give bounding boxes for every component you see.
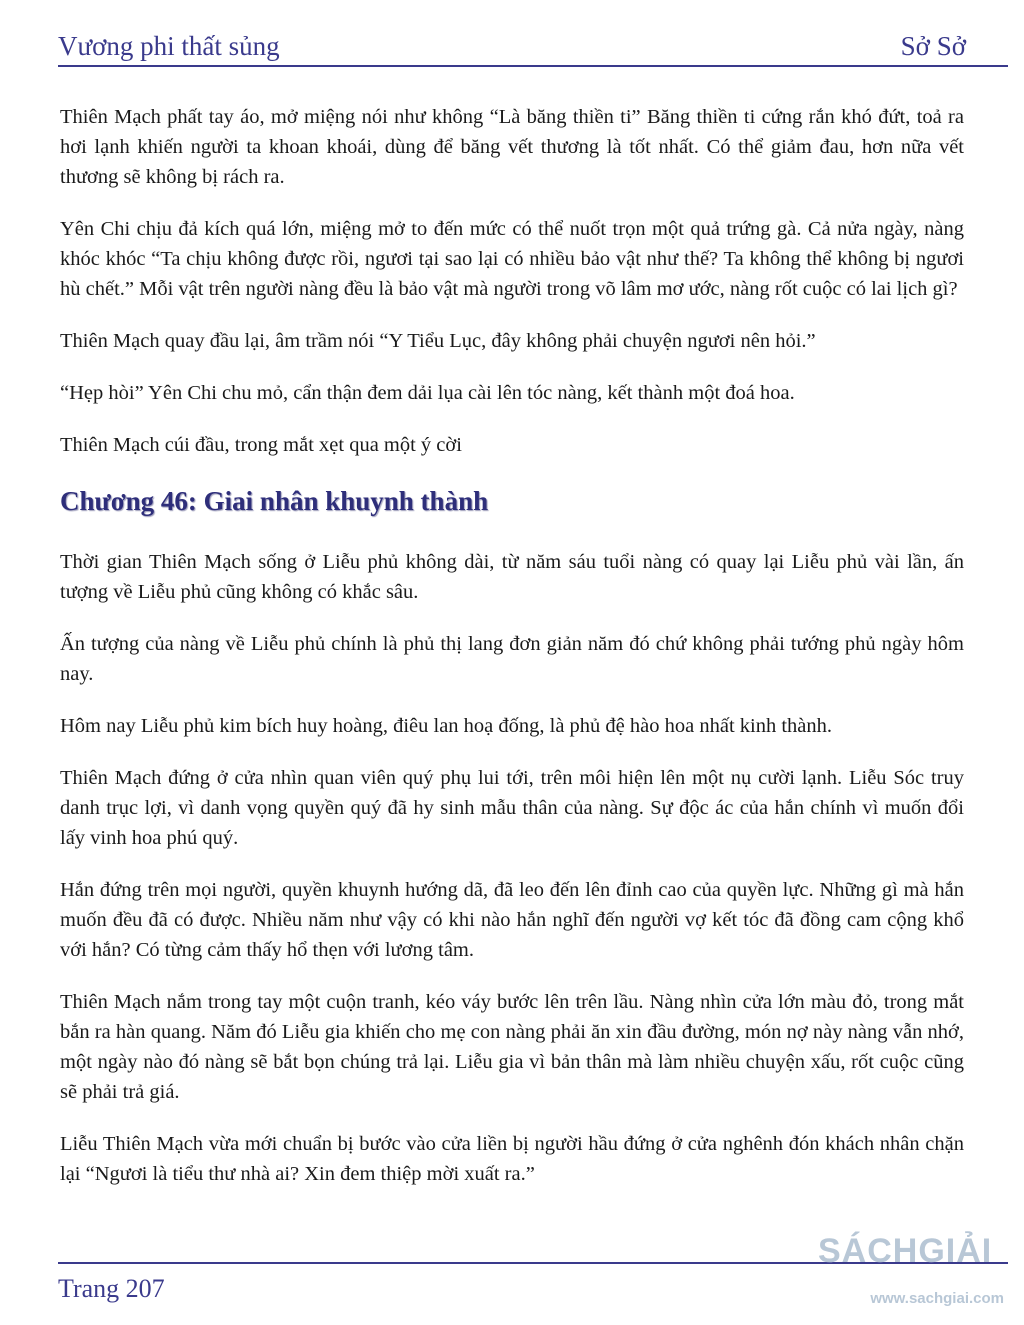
paragraph: Hắn đứng trên mọi người, quyền khuynh hướng dã, đã leo đến lên đỉnh cao của quyền lực. Những gì mà hắn muốn đều đã có được. Nhiều năm như vậy có khi nào hắn nghĩ đến người vợ kết tóc đã đồng cam cộng khổ với hắn? Có từng cảm thấy hổ thẹn với lương tâm. [60, 879, 964, 961]
watermark-logo [818, 1226, 1024, 1318]
page-body [60, 102, 964, 1211]
paragraph: Thiên Mạch phất tay áo, mở miệng nói như không “Là băng thiền ti” Băng thiền ti cứng rắn khó đứt, toả ra hơi lạnh khiến người ta khoan khoái, dùng để băng vết thương là tốt nhất. Có thể giảm đau, hơn nữa vết thương sẽ không bị rách ra. [60, 106, 964, 188]
paragraph: Hôm nay Liễu phủ kim bích huy hoàng, điêu lan hoạ đống, là phủ đệ hào hoa nhất kinh thành. [60, 715, 833, 737]
paragraph: Thiên Mạch cúi đầu, trong mắt xẹt qua một ý cời [60, 434, 462, 456]
book-title: Vương phi thất sủng [58, 31, 280, 61]
author-name: Sở Sở [900, 31, 966, 61]
chapter-heading: Chương 46: Giai nhân khuynh thành [60, 486, 489, 516]
watermark-url: www.sachgiai.com [870, 1290, 1004, 1307]
header-divider [58, 65, 1008, 67]
page-number: Trang 207 [58, 1274, 165, 1303]
paragraph: “Hẹp hòi” Yên Chi chu mỏ, cẩn thận đem dải lụa cài lên tóc nàng, kết thành một đoá hoa. [60, 382, 795, 404]
page-header [58, 22, 966, 62]
paragraph: Thiên Mạch nắm trong tay một cuộn tranh, kéo váy bước lên trên lầu. Nàng nhìn cửa lớn màu đỏ, trong mắt bắn ra hàn quang. Năm đó Liễu gia khiến cho mẹ con nàng phải ăn xin đầu đường, món nợ này nàng vẫn nhớ, một ngày nào đó nàng sẽ bắt bọn chúng trả lại. Liễu gia vì bản thân mà làm nhiều chuyện xấu, rốt cuộc cũng sẽ phải trả giá. [60, 991, 964, 1103]
watermark-logo-text: SÁCHGIẢI [818, 1232, 993, 1270]
paragraph: Ấn tượng của nàng về Liễu phủ chính là phủ thị lang đơn giản năm đó chứ không phải tướng phủ ngày hôm nay. [60, 633, 964, 685]
paragraph: Thời gian Thiên Mạch sống ở Liễu phủ không dài, từ năm sáu tuổi nàng có quay lại Liễu phủ vài lần, ấn tượng về Liễu phủ cũng không có khắc sâu. [60, 551, 964, 603]
paragraph: Yên Chi chịu đả kích quá lớn, miệng mở to đến mức có thể nuốt trọn một quả trứng gà. Cả nửa ngày, nàng khóc khóc “Ta chịu không được rồi, ngươi tại sao lại có nhiều bảo vật như thế? Ta không thể không bị ngươi hù chết.” Mỗi vật trên người nàng đều là bảo vật mà người trong võ lâm mơ ước, nàng rốt cuộc có lai lịch gì? [60, 218, 964, 300]
paragraph: Thiên Mạch đứng ở cửa nhìn quan viên quý phụ lui tới, trên môi hiện lên một nụ cười lạnh. Liễu Sóc truy danh trục lợi, vì danh vọng quyền quý đã hy sinh mẫu thân của nàng. Sự độc ác của hắn chính vì muốn đổi lấy vinh hoa phú quý. [60, 767, 964, 849]
paragraph: Thiên Mạch quay đầu lại, âm trầm nói “Y Tiểu Lục, đây không phải chuyện ngươi nên hỏi.” [60, 330, 816, 352]
paragraph: Liễu Thiên Mạch vừa mới chuẩn bị bước vào cửa liền bị người hầu đứng ở cửa nghênh đón khách nhân chặn lại “Ngươi là tiểu thư nhà ai? Xin đem thiệp mời xuất ra.” [60, 1133, 964, 1185]
